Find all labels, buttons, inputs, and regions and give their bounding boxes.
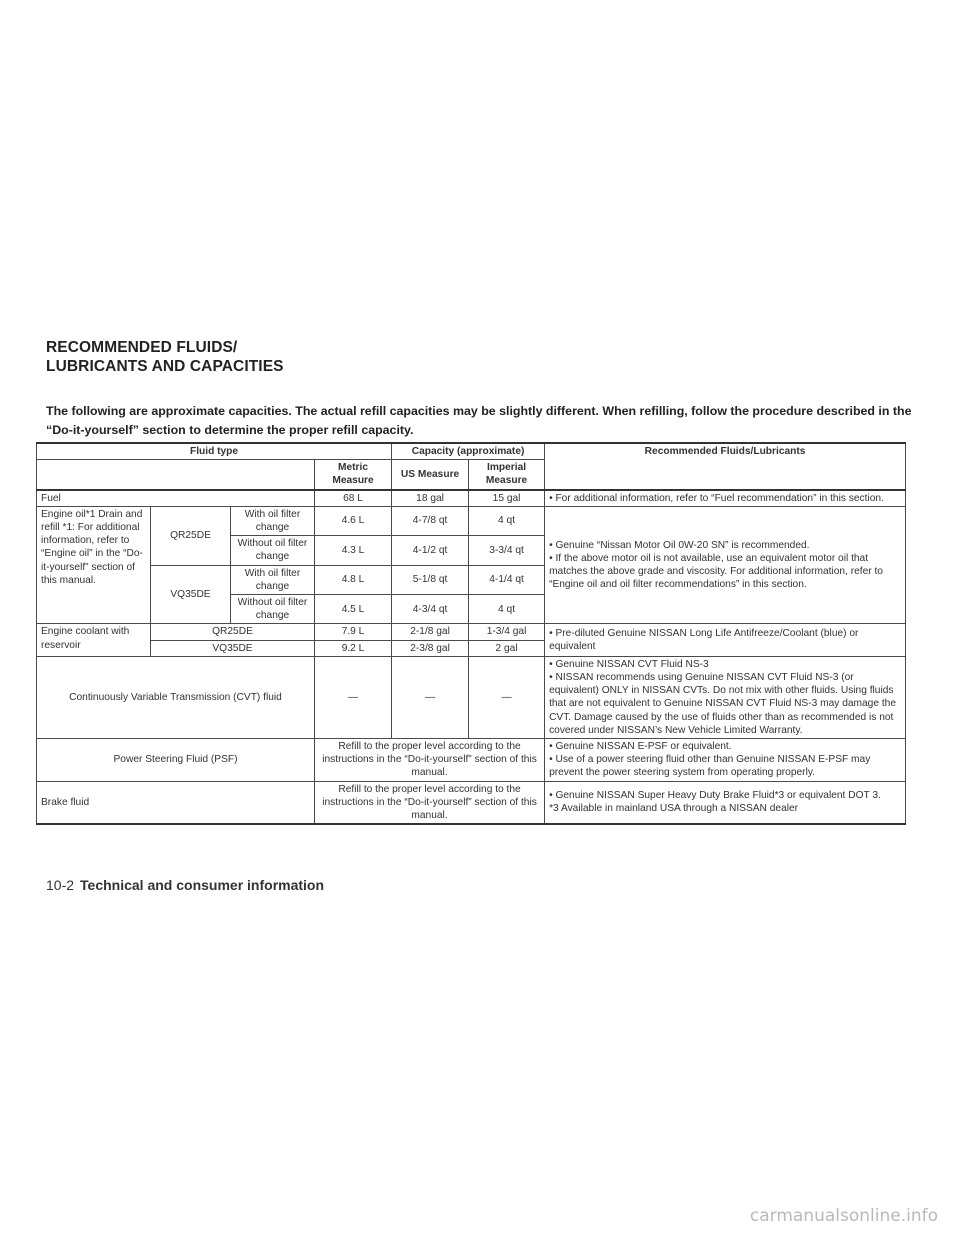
oil-imperial-2: 3-3/4 qt	[469, 536, 545, 565]
coolant-label: Engine coolant with reservoir	[37, 624, 151, 656]
cvt-us: —	[392, 656, 469, 738]
table-row-psf	[37, 739, 906, 782]
engine-oil-note-2: • If the above motor oil is not available, use an equivalent motor oil that matches the above grade and viscosity. For additional information, refer to “Engine oil and oil filter recommendations” in this section.	[549, 552, 883, 591]
cvt-note-2: • NISSAN recommends using Genuine NISSAN CVT Fluid NS-3 (or equivalent) ONLY in NISSAN CVTs. Do not mix with other fluids. Using fluids that are not equivalent to Genuine NISSAN CVT Fluid NS-3 may damage the CVT. Damage caused by the use of fluids other than as recommended is not covered under NISSAN’s New Vehicle Limited Warranty.	[549, 672, 896, 736]
section-heading-line2: LUBRICANTS AND CAPACITIES	[46, 358, 284, 375]
coolant-imperial-2: 2 gal	[469, 640, 545, 656]
oil-us-1: 4-7/8 qt	[392, 506, 469, 535]
table-row-fuel	[37, 490, 906, 507]
oil-metric-1: 4.6 L	[315, 506, 392, 535]
oil-us-2: 4-1/2 qt	[392, 536, 469, 565]
watermark: carmanualsonline.info	[749, 1206, 938, 1226]
coolant-us-1: 2-1/8 gal	[392, 624, 469, 640]
psf-label: Power Steering Fluid (PSF)	[37, 739, 315, 782]
header-metric: Metric Measure	[315, 460, 392, 490]
coolant-us-2: 2-3/8 gal	[392, 640, 469, 656]
oil-imperial-1: 4 qt	[469, 506, 545, 535]
cvt-notes	[545, 656, 906, 738]
coolant-engine-1: QR25DE	[151, 624, 315, 640]
engine-oil-note-1: • Genuine “Nissan Motor Oil 0W-20 SN” is recommended.	[549, 539, 810, 551]
coolant-engine-2: VQ35DE	[151, 640, 315, 656]
header-recommended: Recommended Fluids/Lubricants	[545, 443, 906, 490]
header-capacity: Capacity (approximate)	[392, 443, 545, 460]
oil-metric-4: 4.5 L	[315, 595, 392, 624]
intro-paragraph: The following are approximate capacities. The actual refill capacities may be slightly different. When refilling, follow the procedure described in the “Do-it-yourself” section to determine the proper refill capacity.	[46, 404, 912, 437]
page-footer	[46, 877, 324, 893]
fuel-metric: 68 L	[315, 490, 392, 507]
engine-oil-label: Engine oil*1 Drain and refill *1: For additional information, refer to “Engine oil” in the “Do-it-yourself” section of this manual.	[37, 506, 151, 624]
page-number: 10-2	[46, 877, 75, 893]
cvt-imperial: —	[469, 656, 545, 738]
table-row-brake	[37, 781, 906, 824]
fuel-us: 18 gal	[392, 490, 469, 507]
brake-capacity: Refill to the proper level according to the instructions in the “Do-it-yourself” section of this manual.	[315, 781, 545, 824]
section-heading	[46, 338, 284, 376]
coolant-notes: • Pre-diluted Genuine NISSAN Long Life Antifreeze/Coolant (blue) or equivalent	[545, 624, 906, 656]
header-us: US Measure	[392, 460, 469, 490]
table-row-coolant-qr	[37, 624, 906, 640]
psf-capacity: Refill to the proper level according to the instructions in the “Do-it-yourself” section of this manual.	[315, 739, 545, 782]
oil-imperial-3: 4-1/4 qt	[469, 565, 545, 594]
fuel-notes: • For additional information, refer to “Fuel recommendation” in this section.	[545, 490, 906, 507]
fuel-label: Fuel	[37, 490, 315, 507]
brake-label: Brake fluid	[37, 781, 315, 824]
oil-metric-2: 4.3 L	[315, 536, 392, 565]
header-fluid-type: Fluid type	[37, 443, 392, 460]
oil-us-4: 4-3/4 qt	[392, 595, 469, 624]
header-row-1	[37, 443, 906, 460]
oil-without-filter-2: Without oil filter change	[231, 595, 315, 624]
cvt-metric: —	[315, 656, 392, 738]
cvt-note-1: • Genuine NISSAN CVT Fluid NS-3	[549, 658, 709, 670]
engine-oil-notes	[545, 506, 906, 624]
coolant-imperial-1: 1-3/4 gal	[469, 624, 545, 640]
brake-note-1: • Genuine NISSAN Super Heavy Duty Brake Fluid*3 or equivalent DOT 3.	[549, 790, 881, 802]
oil-with-filter-2: With oil filter change	[231, 565, 315, 594]
chapter-title: Technical and consumer information	[80, 877, 325, 893]
oil-metric-3: 4.8 L	[315, 565, 392, 594]
brake-note-2: *3 Available in mainland USA through a NISSAN dealer	[549, 803, 799, 815]
oil-us-3: 5-1/8 qt	[392, 565, 469, 594]
oil-without-filter-1: Without oil filter change	[231, 536, 315, 565]
capacities-table	[36, 442, 906, 825]
psf-notes	[545, 739, 906, 782]
fuel-imperial: 15 gal	[469, 490, 545, 507]
table-row-oil-qr-with	[37, 506, 906, 535]
header-blank	[37, 460, 315, 490]
section-heading-line1: RECOMMENDED FLUIDS/	[46, 339, 238, 356]
oil-imperial-4: 4 qt	[469, 595, 545, 624]
oil-with-filter-1: With oil filter change	[231, 506, 315, 535]
engine-oil-vq35de: VQ35DE	[151, 565, 231, 624]
cvt-label: Continuously Variable Transmission (CVT) fluid	[37, 656, 315, 738]
brake-notes	[545, 781, 906, 824]
engine-oil-qr25de: QR25DE	[151, 506, 231, 565]
psf-note-2: • Use of a power steering fluid other than Genuine NISSAN E-PSF may prevent the power steering system from operating properly.	[549, 754, 871, 779]
coolant-metric-2: 9.2 L	[315, 640, 392, 656]
coolant-metric-1: 7.9 L	[315, 624, 392, 640]
psf-note-1: • Genuine NISSAN E-PSF or equivalent.	[549, 741, 732, 753]
header-imperial: Imperial Measure	[469, 460, 545, 490]
table-row-cvt	[37, 656, 906, 738]
